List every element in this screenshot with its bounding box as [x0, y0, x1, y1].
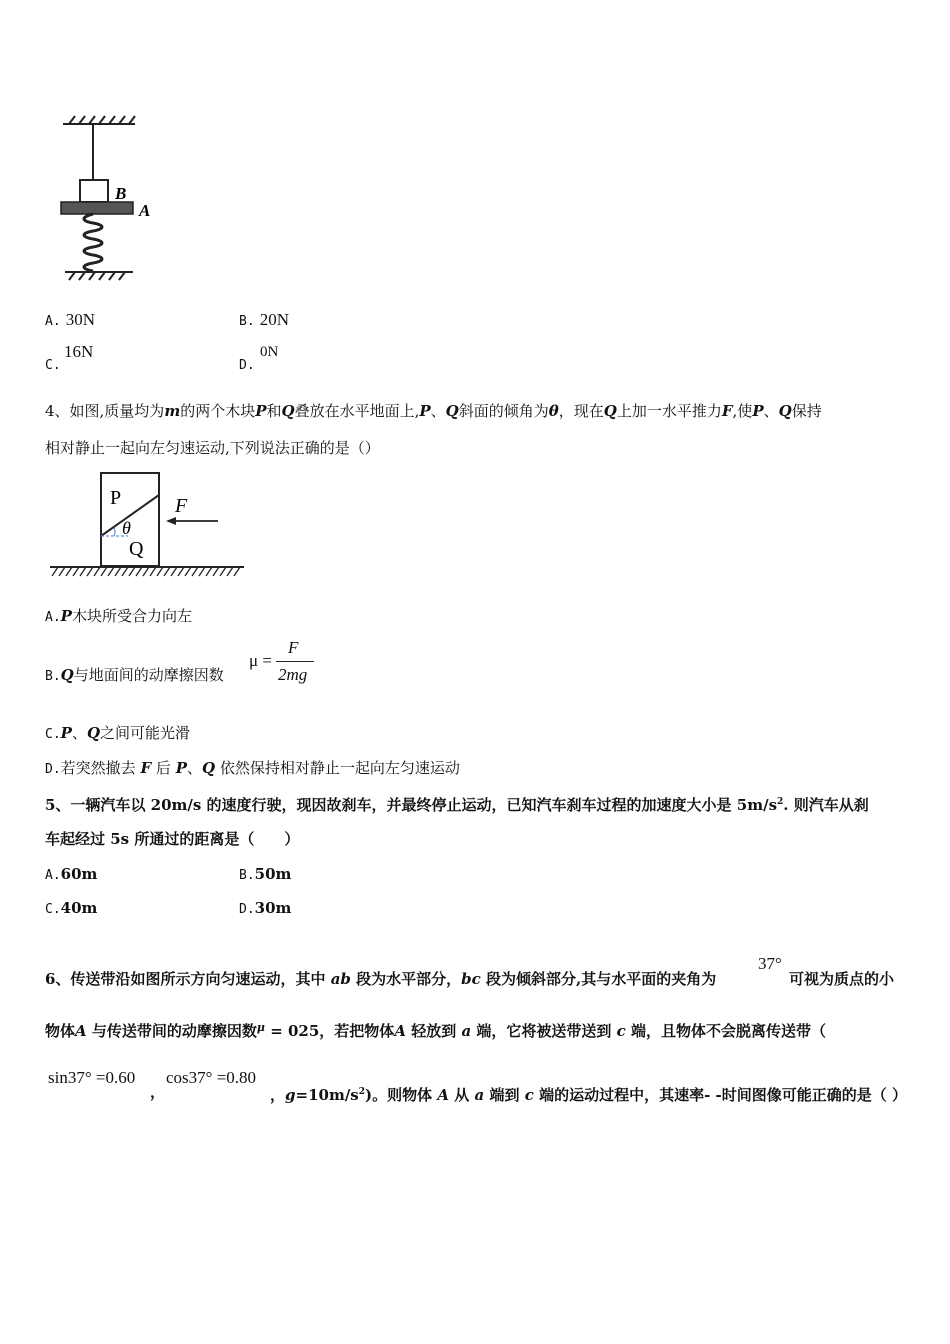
q5-option-b[interactable]: B.50m — [239, 865, 292, 883]
spring-block-figure — [55, 112, 165, 288]
label-q: Q — [129, 538, 144, 560]
q5-stem-line1: 5、一辆汽车以 20m/s 的速度行驶，现因故刹车，并最终停止运动，已知汽车刹车过程的加速度大小是 $5m/s^2$. 则汽车从刹 — [45, 796, 869, 814]
q4-stem-line2: 相对静止一起向左匀速运动,下列说法正确的是（） — [45, 439, 380, 457]
fraction-denominator: 2mg — [278, 665, 308, 684]
q5-stem-line2: 车起经过 5s 所通过的距离是（ ） — [45, 830, 300, 848]
angle-37: 37° — [758, 954, 782, 973]
label-f: F — [175, 495, 188, 517]
q6-stem-line3: ，$g=10m/s^2$)。则物体 A 从 a 端到 c 端的运动过程中，其速率- -时间图像可能正确的是（ ） — [270, 1086, 907, 1104]
q3-option-b[interactable]: B. 20N — [239, 310, 290, 329]
label-a: A — [139, 201, 151, 220]
q3-option-d-value: 0N — [260, 344, 279, 360]
q6-stem-line1-end: 可视为质点的小 — [789, 970, 895, 988]
fraction-bar — [276, 661, 314, 662]
q3-option-d-letter[interactable]: D. — [239, 358, 255, 373]
q6-stem-line1: 6、传送带沿如图所示方向匀速运动，其中 ab 段为水平部分，bc 段为倾斜部分,其与水平面的夹角为 — [45, 970, 717, 988]
label-b: B — [115, 184, 127, 203]
q3-option-a[interactable]: A. 30N — [45, 310, 96, 329]
q4-option-a[interactable]: A.P木块所受合力向左 — [45, 607, 192, 625]
q3-option-c-letter[interactable]: C. — [45, 358, 61, 373]
q6-comma: ， — [150, 1083, 166, 1101]
q5-option-d[interactable]: D.30m — [239, 899, 292, 917]
mu-symbol: μ = — [249, 651, 272, 670]
fraction-numerator: F — [288, 638, 299, 657]
q6-stem-line2: 物体A 与传送带间的动摩擦因数$^\mu$ = 025，若把物体A 轻放到 a 端，它将被送带送到 c 端，且物体不会脱离传送带（ — [45, 1021, 827, 1040]
label-p: P — [110, 487, 122, 509]
q5-option-c[interactable]: C.40m — [45, 899, 98, 917]
pq-blocks-figure — [48, 470, 248, 580]
sin37-value: sin37° =0.60 — [48, 1068, 136, 1087]
q4-stem-line1: 4、如图,质量均为m的两个木块P和Q叠放在水平地面上,P、Q斜面的倾角为θ，现在Q上加一水平推力F,使P、Q保持 — [45, 402, 822, 420]
label-theta: θ — [122, 518, 131, 538]
cos37-value: cos37° =0.80 — [166, 1068, 257, 1087]
q4-option-b[interactable]: B.Q与地面间的动摩擦因数 — [45, 666, 224, 684]
q4-option-c[interactable]: C.P、Q之间可能光滑 — [45, 724, 191, 742]
q5-option-a[interactable]: A.60m — [45, 865, 98, 883]
q4-option-d[interactable]: D.若突然撤去 F 后 P、Q 依然保持相对静止一起向左匀速运动 — [45, 759, 460, 777]
q3-option-c-value: 16N — [64, 342, 94, 361]
